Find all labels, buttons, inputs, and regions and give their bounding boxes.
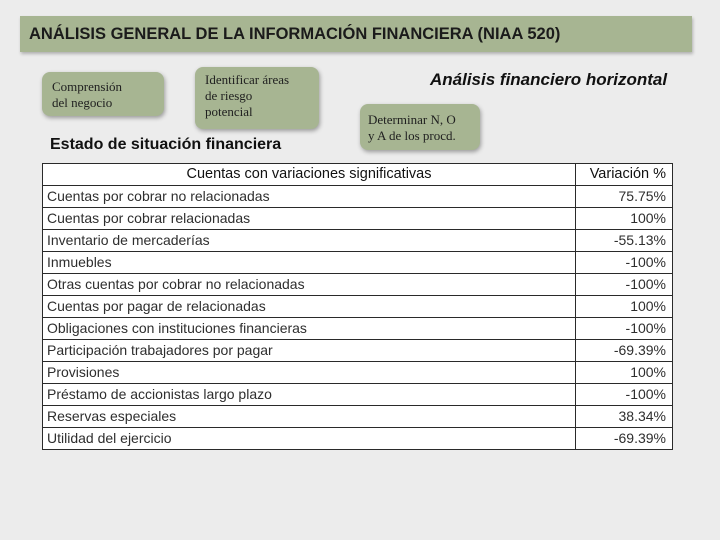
box-determinar-noa: [360, 104, 480, 150]
table-row: [43, 186, 673, 208]
slide-title: ANÁLISIS GENERAL DE LA INFORMACIÓN FINANCIERA (NIAA 520): [20, 16, 692, 52]
table-row: [43, 406, 673, 428]
header-cuentas: Cuentas con variaciones significativas: [43, 164, 576, 186]
variation-value: -55.13%: [576, 230, 673, 252]
account-name: Participación trabajadores por pagar: [43, 340, 576, 362]
account-name: Inmuebles: [43, 252, 576, 274]
account-name: Cuentas por pagar de relacionadas: [43, 296, 576, 318]
subtitle-estado-situacion: Estado de situación financiera: [50, 136, 282, 153]
variation-value: -100%: [576, 274, 673, 296]
variation-value: 100%: [576, 296, 673, 318]
table-header-row: [43, 164, 673, 186]
table-row: [43, 296, 673, 318]
box-comprension-negocio: [42, 72, 164, 116]
table-row: [43, 208, 673, 230]
account-name: Otras cuentas por cobrar no relacionadas: [43, 274, 576, 296]
header-variacion: Variación %: [576, 164, 673, 186]
table-row: [43, 274, 673, 296]
variation-value: 38.34%: [576, 406, 673, 428]
variation-value: -100%: [576, 318, 673, 340]
account-name: Préstamo de accionistas largo plazo: [43, 384, 576, 406]
table-row: [43, 230, 673, 252]
variation-value: -69.39%: [576, 340, 673, 362]
variations-table: [42, 163, 673, 450]
table-row: [43, 428, 673, 450]
account-name: Provisiones: [43, 362, 576, 384]
box-identificar-riesgo: [195, 67, 319, 129]
box-text: Comprensión del negocio: [52, 79, 123, 110]
table-row: [43, 340, 673, 362]
table-row: [43, 362, 673, 384]
variation-value: -69.39%: [576, 428, 673, 450]
account-name: Obligaciones con instituciones financieras: [43, 318, 576, 340]
box-text: Identificar áreas de riesgo potencial: [205, 72, 290, 119]
variation-value: 75.75%: [576, 186, 673, 208]
table-row: [43, 318, 673, 340]
account-name: Cuentas por cobrar no relacionadas: [43, 186, 576, 208]
variation-value: -100%: [576, 384, 673, 406]
table-row: [43, 384, 673, 406]
account-name: Cuentas por cobrar relacionadas: [43, 208, 576, 230]
variation-value: -100%: [576, 252, 673, 274]
variation-value: 100%: [576, 208, 673, 230]
account-name: Reservas especiales: [43, 406, 576, 428]
subtitle-analisis-horizontal: Análisis financiero horizontal: [430, 70, 668, 89]
variation-value: 100%: [576, 362, 673, 384]
table-row: [43, 252, 673, 274]
account-name: Utilidad del ejercicio: [43, 428, 576, 450]
account-name: Inventario de mercaderías: [43, 230, 576, 252]
box-text: Determinar N, O y A de los procd.: [368, 112, 456, 143]
